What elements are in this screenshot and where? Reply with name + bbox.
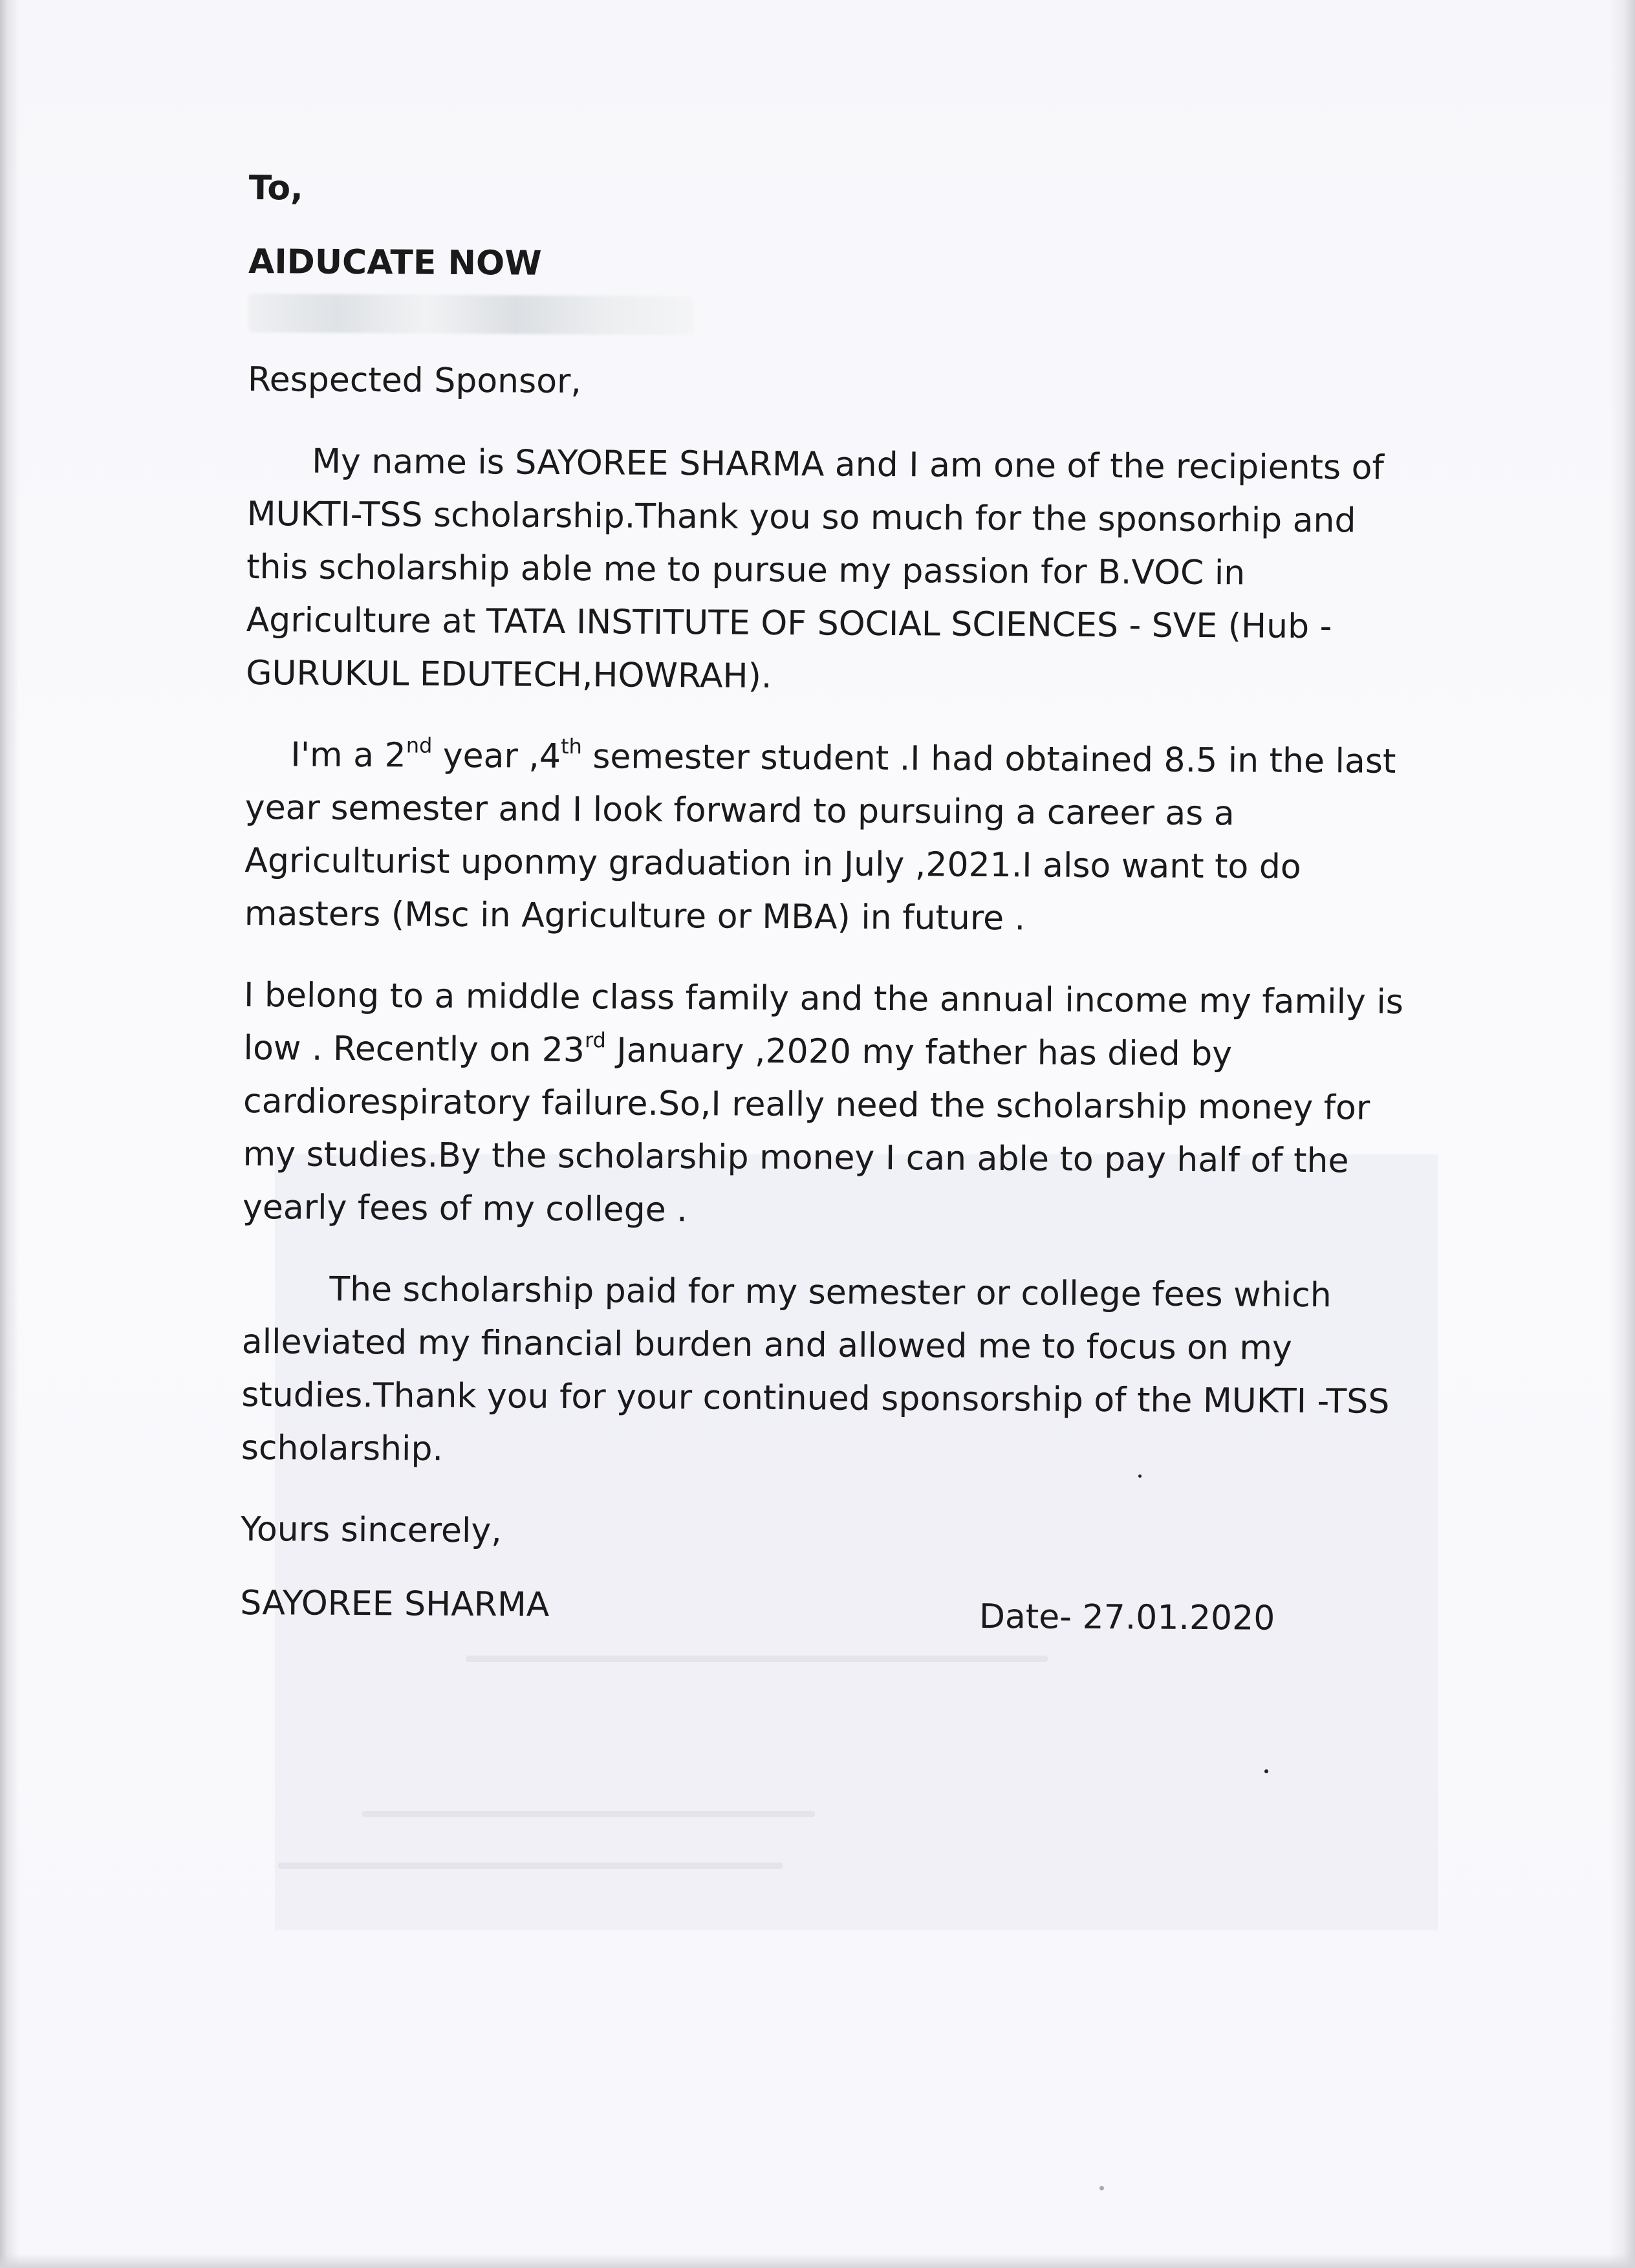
paragraph-line: low . Recently on 23rd January ,2020 my father has died by <box>243 1028 1233 1074</box>
paragraph-line: year semester and I look forward to pursuing a career as a <box>244 788 1235 834</box>
bleed-through-line <box>362 1811 815 1817</box>
paragraph-line: I'm a 2nd year ,4th semester student .I had obtained 8.5 in the last <box>290 733 1396 781</box>
page-edge-right <box>1609 0 1635 2268</box>
page-edge-bottom <box>0 2254 1635 2268</box>
address-to: To, <box>248 168 303 208</box>
bleed-through-line <box>278 1863 783 1869</box>
paragraph-line: cardiorespiratory failure.So,I really need the scholarship money for <box>243 1081 1370 1128</box>
paragraph-line: masters (Msc in Agriculture or MBA) in future . <box>244 894 1026 938</box>
paragraph-line: scholarship. <box>241 1428 444 1469</box>
letter-body <box>240 162 1404 1638</box>
paragraph-line: alleviated my financial burden and allowed me to focus on my <box>241 1322 1292 1368</box>
paragraph-studies <box>244 728 1397 947</box>
salutation: Respected Sponsor, <box>247 360 582 402</box>
paragraph-thanks <box>241 1262 1394 1482</box>
bleed-through-line <box>466 1656 1048 1662</box>
paragraph-line: my studies.By the scholarship money I can able to pay half of the <box>243 1134 1349 1181</box>
paragraph-line: yearly fees of my college . <box>242 1187 688 1230</box>
ink-speck <box>1099 2186 1104 2190</box>
paragraph-line: I belong to a middle class family and the annual income my family is <box>243 975 1404 1022</box>
ink-speck <box>1264 1769 1268 1773</box>
paragraph-line: this scholarship able me to pursue my passion for B.VOC in <box>246 547 1246 593</box>
paragraph-introduction <box>246 435 1398 707</box>
redacted-address <box>248 294 694 335</box>
paragraph-line: My name is SAYOREE SHARMA and I am one of the recipients of <box>311 442 1384 488</box>
paragraph-family <box>242 969 1404 1241</box>
page-edge-left <box>0 0 19 2268</box>
recipient-name: AIDUCATE NOW <box>248 242 542 283</box>
closing: Yours sincerely, <box>240 1509 502 1551</box>
paragraph-line: Agriculturist uponmy graduation in July ,2021.I also want to do <box>244 841 1301 887</box>
paragraph-line: Agriculture at TATA INSTITUTE OF SOCIAL SCIENCES - SVE (Hub - <box>246 600 1332 647</box>
paragraph-line: GURUKUL EDUTECH,HOWRAH). <box>245 653 772 696</box>
paragraph-line: The scholarship paid for my semester or college fees which <box>329 1269 1332 1315</box>
signature-row <box>240 1577 1275 1636</box>
paragraph-line: studies.Thank you for your continued sponsorship of the MUKTI -TSS <box>241 1375 1390 1421</box>
signature-name: SAYOREE SHARMA <box>240 1583 550 1625</box>
paragraph-line: MUKTI-TSS scholarship.Thank you so much for the sponsorhip and <box>246 494 1356 541</box>
letter-date: Date- 27.01.2020 <box>979 1597 1275 1638</box>
